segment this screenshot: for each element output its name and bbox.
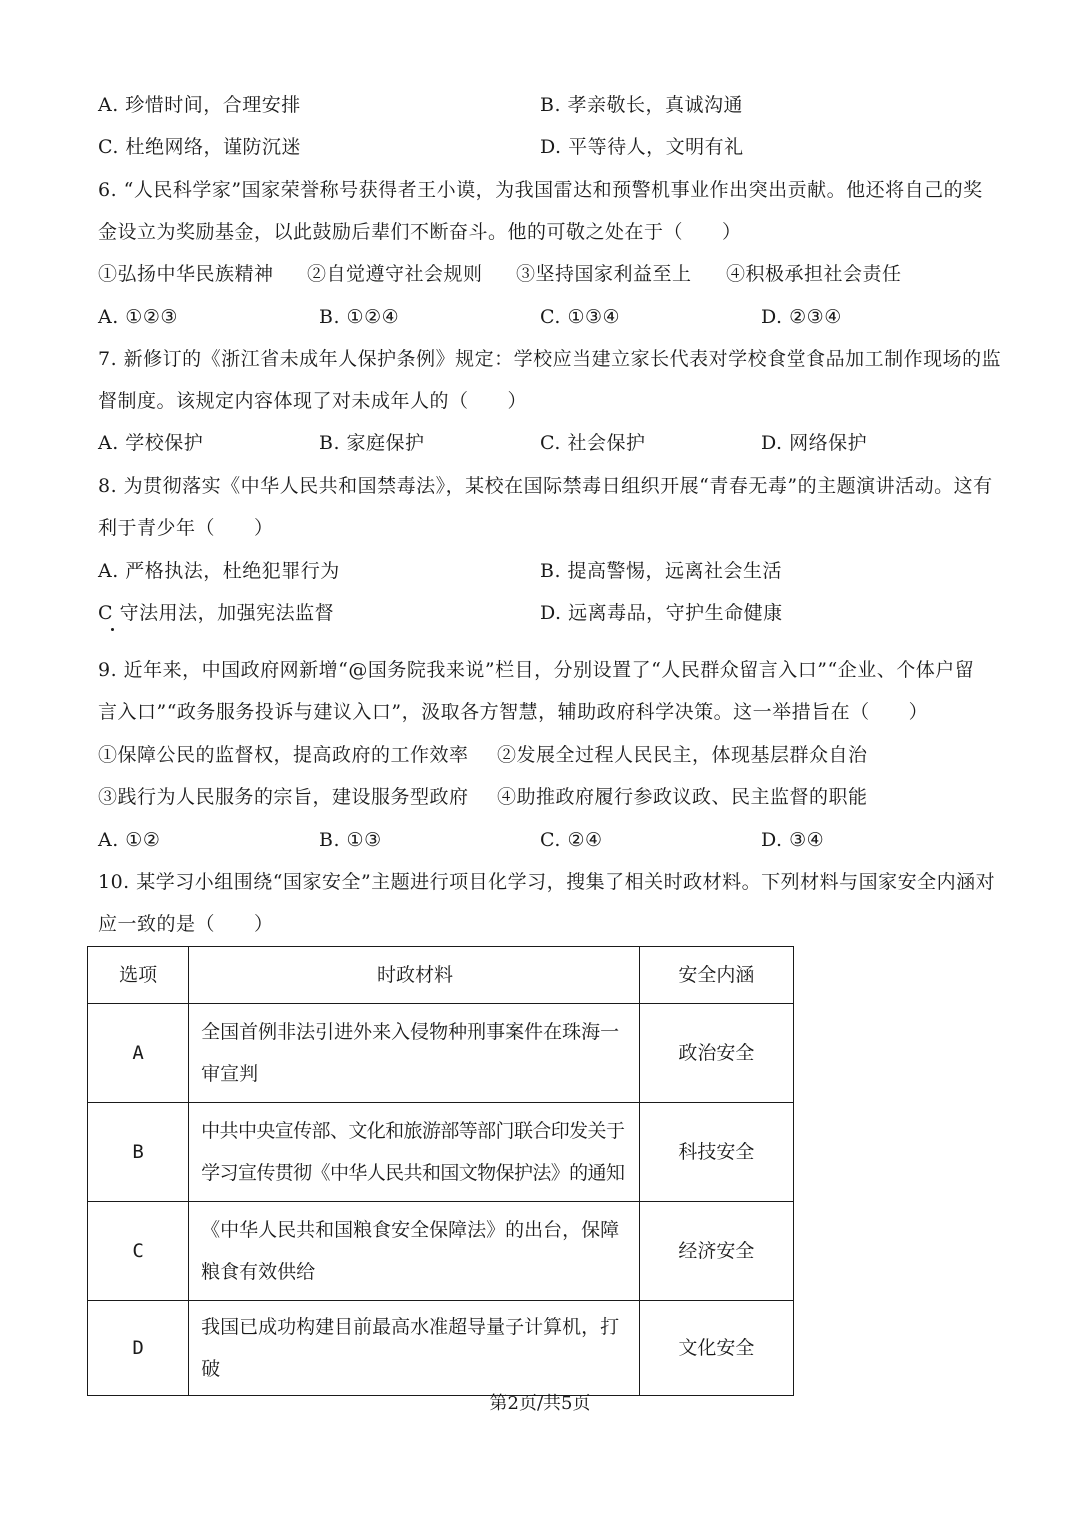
q6-option-d: D. ②③④ [761, 306, 842, 328]
q7-option-a: A. 学校保护 [98, 432, 204, 454]
q6-stem-line2: 金设立为奖励基金，以此鼓励后辈们不断奋斗。他的可敬之处在于（ ） [98, 221, 742, 243]
q10-stem-line2: 应一致的是（ ） [98, 913, 274, 935]
q6-statement-3: ③坚持国家利益至上 [516, 263, 692, 285]
q5-option-b: B. 孝亲敬长，真诚沟通 [540, 94, 744, 116]
table-row [88, 1301, 794, 1396]
table-row [88, 1202, 794, 1301]
q9-statement-4: ④助推政府履行参政议政、民主监督的职能 [497, 786, 868, 808]
row-material: 《中华人民共和国粮食安全保障法》的出台，保障粮食有效供给 [189, 1202, 640, 1301]
q7-option-d: D. 网络保护 [761, 432, 868, 454]
header-option: 选项 [88, 947, 189, 1004]
q5-option-a: A. 珍惜时间，合理安排 [98, 94, 301, 116]
q6-option-a: A. ①②③ [98, 306, 178, 328]
q6-stem-line1: 6. “人民科学家”国家荣誉称号获得者王小谟，为我国雷达和预警机事业作出突出贡献。他还将自己的奖 [98, 179, 983, 201]
page-number-footer: 第2页/共5页 [489, 1393, 591, 1414]
q6-option-c: C. ①③④ [540, 306, 621, 328]
row-option: C [88, 1202, 189, 1301]
stray-dot-mark [111, 628, 114, 631]
row-material: 中共中央宣传部、文化和旅游部等部门联合印发关于学习宣传贯彻《中华人民共和国文物保护法》的通知 [189, 1103, 640, 1202]
q9-stem-line2: 言入口”“政务服务投诉与建议入口”，汲取各方智慧，辅助政府科学决策。这一举措旨在（ ） [98, 701, 929, 723]
row-option: B [88, 1103, 189, 1202]
row-meaning: 科技安全 [639, 1103, 793, 1202]
q6-statement-1: ①弘扬中华民族精神 [98, 263, 274, 285]
q8-option-a: A. 严格执法，杜绝犯罪行为 [98, 560, 340, 582]
q9-option-c: C. ②④ [540, 829, 603, 851]
row-meaning: 文化安全 [639, 1301, 793, 1396]
q8-option-c: C 守法用法，加强宪法监督 [98, 602, 335, 624]
header-material: 时政材料 [189, 947, 640, 1004]
q8-option-d: D. 远离毒品，守护生命健康 [540, 602, 783, 624]
q5-option-c: C. 杜绝网络，谨防沉迷 [98, 136, 301, 158]
table-header-row [88, 947, 794, 1004]
q9-stem-line1: 9. 近年来，中国政府网新增“@国务院我来说”栏目，分别设置了“人民群众留言入口”“企业、个体户留 [98, 659, 975, 681]
q6-option-b: B. ①②④ [319, 306, 400, 328]
q9-statement-3: ③践行为人民服务的宗旨，建设服务型政府 [98, 786, 469, 808]
q5-option-d: D. 平等待人，文明有礼 [540, 136, 744, 158]
q9-option-a: A. ①② [98, 829, 161, 851]
row-material: 全国首例非法引进外来入侵物种刑事案件在珠海一审宣判 [189, 1004, 640, 1103]
q9-option-b: B. ①③ [319, 829, 382, 851]
row-option: D [88, 1301, 189, 1396]
table-row [88, 1103, 794, 1202]
q8-stem-line2: 利于青少年（ ） [98, 517, 274, 539]
q6-statement-4: ④积极承担社会责任 [726, 263, 902, 285]
q8-stem-line1: 8. 为贯彻落实《中华人民共和国禁毒法》，某校在国际禁毒日组织开展“青春无毒”的主题演讲活动。这有 [98, 475, 993, 497]
row-option: A [88, 1004, 189, 1103]
q9-statement-1: ①保障公民的监督权，提高政府的工作效率 [98, 744, 469, 766]
q10-table [87, 946, 794, 1396]
q9-statement-2: ②发展全过程人民民主，体现基层群众自治 [497, 744, 868, 766]
q10-stem-line1: 10. 某学习小组围绕“国家安全”主题进行项目化学习，搜集了相关时政材料。下列材料与国家安全内涵对 [98, 871, 996, 893]
header-meaning: 安全内涵 [639, 947, 793, 1004]
table-row [88, 1004, 794, 1103]
q7-option-b: B. 家庭保护 [319, 432, 425, 454]
q7-option-c: C. 社会保护 [540, 432, 646, 454]
q7-stem-line1: 7. 新修订的《浙江省未成年人保护条例》规定：学校应当建立家长代表对学校食堂食品加工制作现场的监 [98, 348, 1002, 370]
q7-stem-line2: 督制度。该规定内容体现了对未成年人的（ ） [98, 390, 528, 412]
q8-option-b: B. 提高警惕，远离社会生活 [540, 560, 783, 582]
q9-option-d: D. ③④ [761, 829, 825, 851]
row-material: 我国已成功构建目前最高水准超导量子计算机，打破 [189, 1301, 640, 1396]
row-meaning: 经济安全 [639, 1202, 793, 1301]
row-meaning: 政治安全 [639, 1004, 793, 1103]
q6-statement-2: ②自觉遵守社会规则 [307, 263, 483, 285]
